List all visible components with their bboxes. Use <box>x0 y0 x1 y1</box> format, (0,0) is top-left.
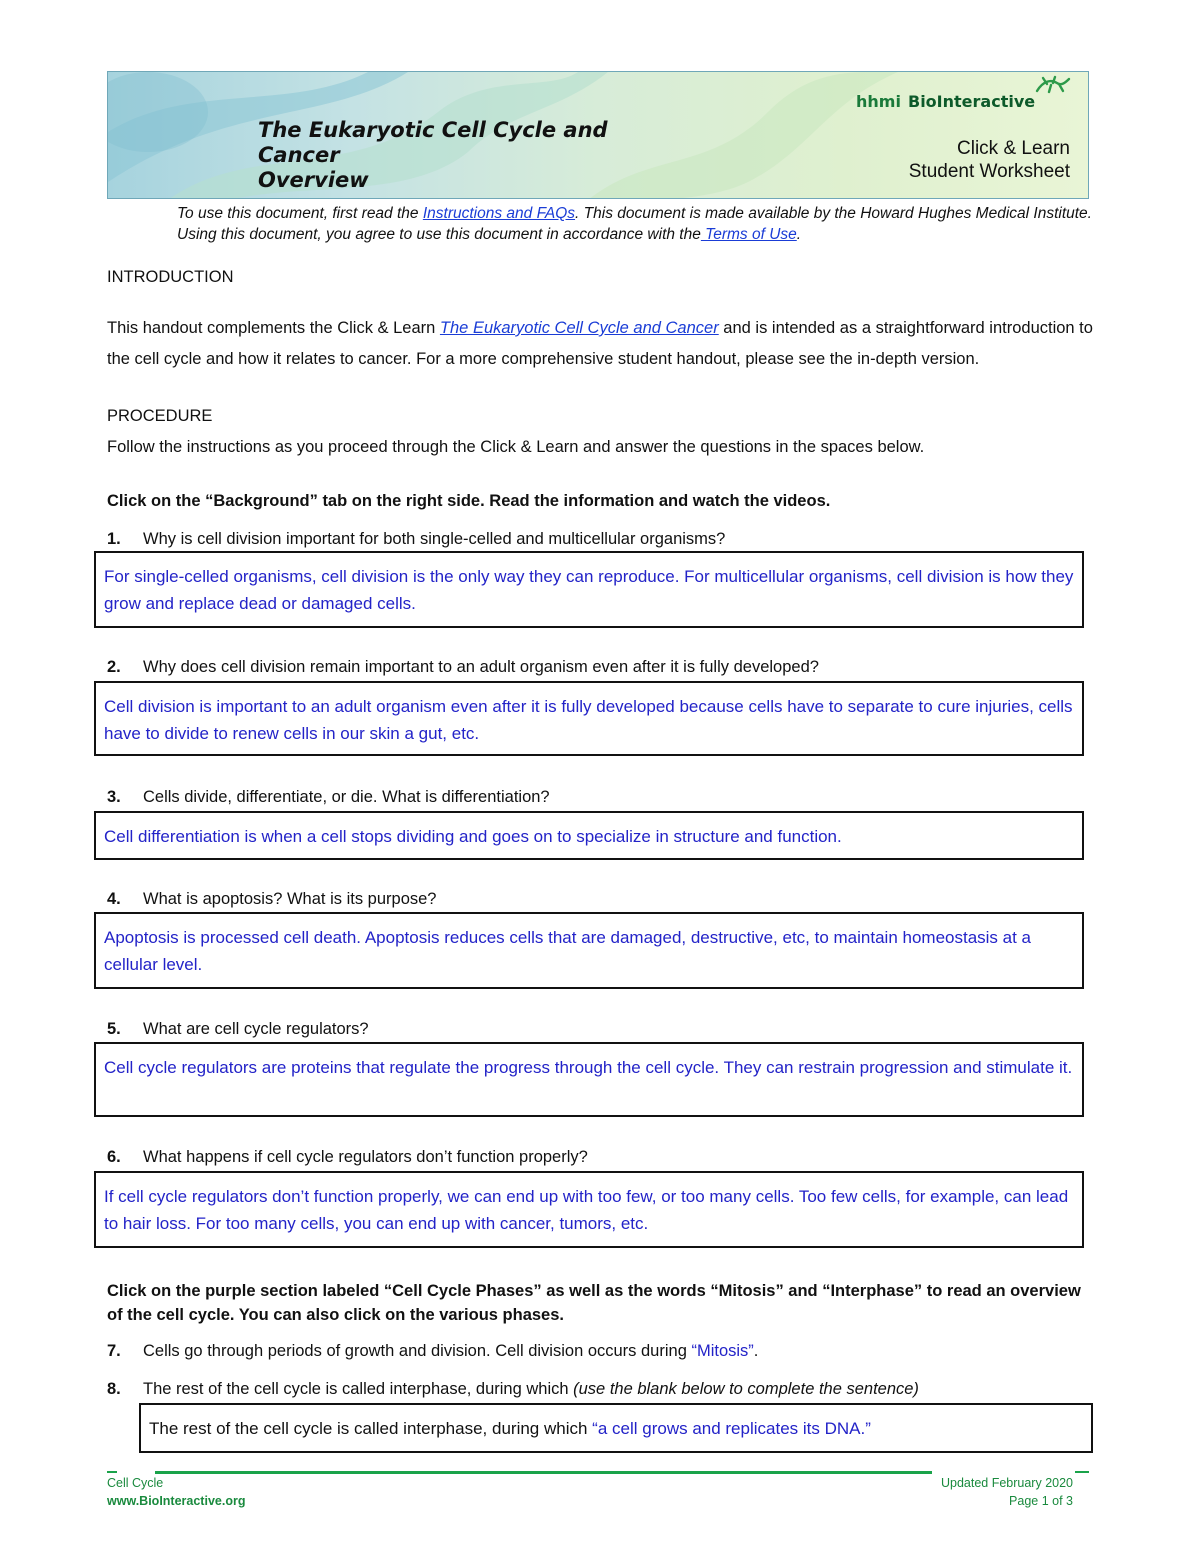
question-tail: . <box>753 1342 759 1360</box>
answer-box-3[interactable] <box>94 811 1084 860</box>
notice-text-2: . This document is made available by the Howard Hughes Medical Institute. Using this document, you agree to use this document in accordance with the <box>177 205 1092 243</box>
lizard-logo-icon <box>1033 75 1073 97</box>
answer-text: Cell division is important to an adult organism even after it is fully developed because cells have to separate to cure injuries, cells have to divide to renew cells in our skin a gut, etc. <box>104 697 1073 743</box>
footer-cell-cycle: Cell Cycle <box>107 1476 164 1490</box>
procedure-heading: PROCEDURE <box>107 407 213 425</box>
introduction-text <box>107 313 1097 375</box>
answer-text: Apoptosis is processed cell death. Apoptosis reduces cells that are damaged, destructive, etc, to maintain homeostasis at a cellular level. <box>104 928 1032 974</box>
footer-page: Page 1 of 3 <box>1009 1494 1073 1508</box>
notice-text-1: To use this document, first read the <box>177 205 423 222</box>
question-2 <box>107 658 1107 677</box>
question-5 <box>107 1020 1107 1039</box>
question-text: Why is cell division important for both single-celled and multicellular organisms? <box>143 530 726 548</box>
title-line-3: Overview <box>258 168 369 192</box>
answer-box-5[interactable] <box>94 1042 1084 1117</box>
question-number: 2. <box>107 658 121 676</box>
footer-rule <box>155 1471 932 1474</box>
question-4 <box>107 890 1107 909</box>
biointeractive-logo: BioInteractive <box>908 92 1036 111</box>
question-hint: (use the blank below to complete the sentence) <box>573 1380 919 1398</box>
phases-instruction: Click on the purple section labeled “Cell Cycle Phases” as well as the words “Mitosis” and “Interphase” to read an overview of the cell cycle. You can also click on the various phases. <box>107 1282 1081 1324</box>
answer-text: Cell differentiation is when a cell stops dividing and goes on to specialize in structure and function. <box>104 827 842 846</box>
instructions-faqs-link[interactable]: Instructions and FAQs <box>422 205 576 222</box>
question-6 <box>107 1148 1107 1167</box>
answer-box-8[interactable] <box>139 1403 1093 1453</box>
question-8 <box>107 1380 1107 1399</box>
footer-website[interactable]: www.BioInteractive.org <box>107 1494 246 1508</box>
answer-text: “a cell grows and replicates its DNA.” <box>592 1419 871 1438</box>
subtitle-line-2: Student Worksheet <box>908 161 1070 182</box>
footer-updated: Updated February 2020 <box>940 1476 1073 1490</box>
question-text: Cells go through periods of growth and division. Cell division occurs during <box>143 1342 692 1360</box>
answer-text: For single-celled organisms, cell division is the only way they can reproduce. For multicellular organisms, cell division is how they grow and replace dead or damaged cells. <box>104 567 1074 613</box>
intro-text-1: This handout complements the Click & Learn <box>107 319 440 337</box>
terms-of-use-link[interactable]: Terms of Use <box>700 226 797 243</box>
answer-box-6[interactable] <box>94 1171 1084 1248</box>
header-banner <box>107 71 1089 199</box>
question-text: The rest of the cell cycle is called interphase, during which <box>143 1380 574 1398</box>
question-number: 3. <box>107 788 121 806</box>
introduction-heading: INTRODUCTION <box>107 268 234 286</box>
question-7 <box>107 1342 1107 1361</box>
question-number: 1. <box>107 530 121 548</box>
answer-prefix: The rest of the cell cycle is called interphase, during which <box>149 1419 593 1438</box>
procedure-text: Follow the instructions as you proceed through the Click & Learn and answer the questions in the spaces below. <box>107 438 925 456</box>
footer-tick-right <box>1075 1471 1089 1473</box>
answer-7: “Mitosis” <box>691 1342 754 1360</box>
question-number: 4. <box>107 890 121 908</box>
question-3 <box>107 788 1107 807</box>
question-text: Cells divide, differentiate, or die. What is differentiation? <box>143 788 550 806</box>
answer-box-4[interactable] <box>94 912 1084 989</box>
title-line-1: The Eukaryotic Cell Cycle and <box>258 118 608 142</box>
question-number: 6. <box>107 1148 121 1166</box>
question-text: Why does cell division remain important to an adult organism even after it is fully developed? <box>143 658 819 676</box>
hhmi-logo: hhmi <box>856 92 901 111</box>
subtitle-line-1: Click & Learn <box>957 138 1070 159</box>
title-line-2: Cancer <box>258 143 340 167</box>
footer-tick-left <box>107 1471 117 1473</box>
answer-box-2[interactable] <box>94 681 1084 756</box>
answer-text: If cell cycle regulators don’t function properly, we can end up with too few, or too many cells. Too few cells, for example, can lead to hair loss. For too many cells, you can end up with cancer, tumors, etc. <box>104 1187 1069 1233</box>
question-1 <box>107 530 1107 549</box>
question-number: 7. <box>107 1342 121 1360</box>
question-number: 8. <box>107 1380 121 1398</box>
background-instruction: Click on the “Background” tab on the right side. Read the information and watch the videos. <box>107 492 831 510</box>
notice-text-3: . <box>796 226 802 243</box>
answer-box-1[interactable] <box>94 551 1084 628</box>
answer-text: Cell cycle regulators are proteins that regulate the progress through the cell cycle. They can restrain progression and stimulate it. <box>104 1058 1073 1077</box>
click-and-learn-link[interactable]: The Eukaryotic Cell Cycle and Cancer <box>439 319 719 337</box>
question-text: What is apoptosis? What is its purpose? <box>143 890 437 908</box>
intro-text-2: and is intended as a straightforward introduction to the cell cycle and how it relates to cancer. For a more comprehensive student handout, please see the in-depth version. <box>107 319 1093 368</box>
question-number: 5. <box>107 1020 121 1038</box>
question-text: What are cell cycle regulators? <box>143 1020 369 1038</box>
question-text: What happens if cell cycle regulators don’t function properly? <box>143 1148 588 1166</box>
usage-notice <box>177 203 1097 245</box>
